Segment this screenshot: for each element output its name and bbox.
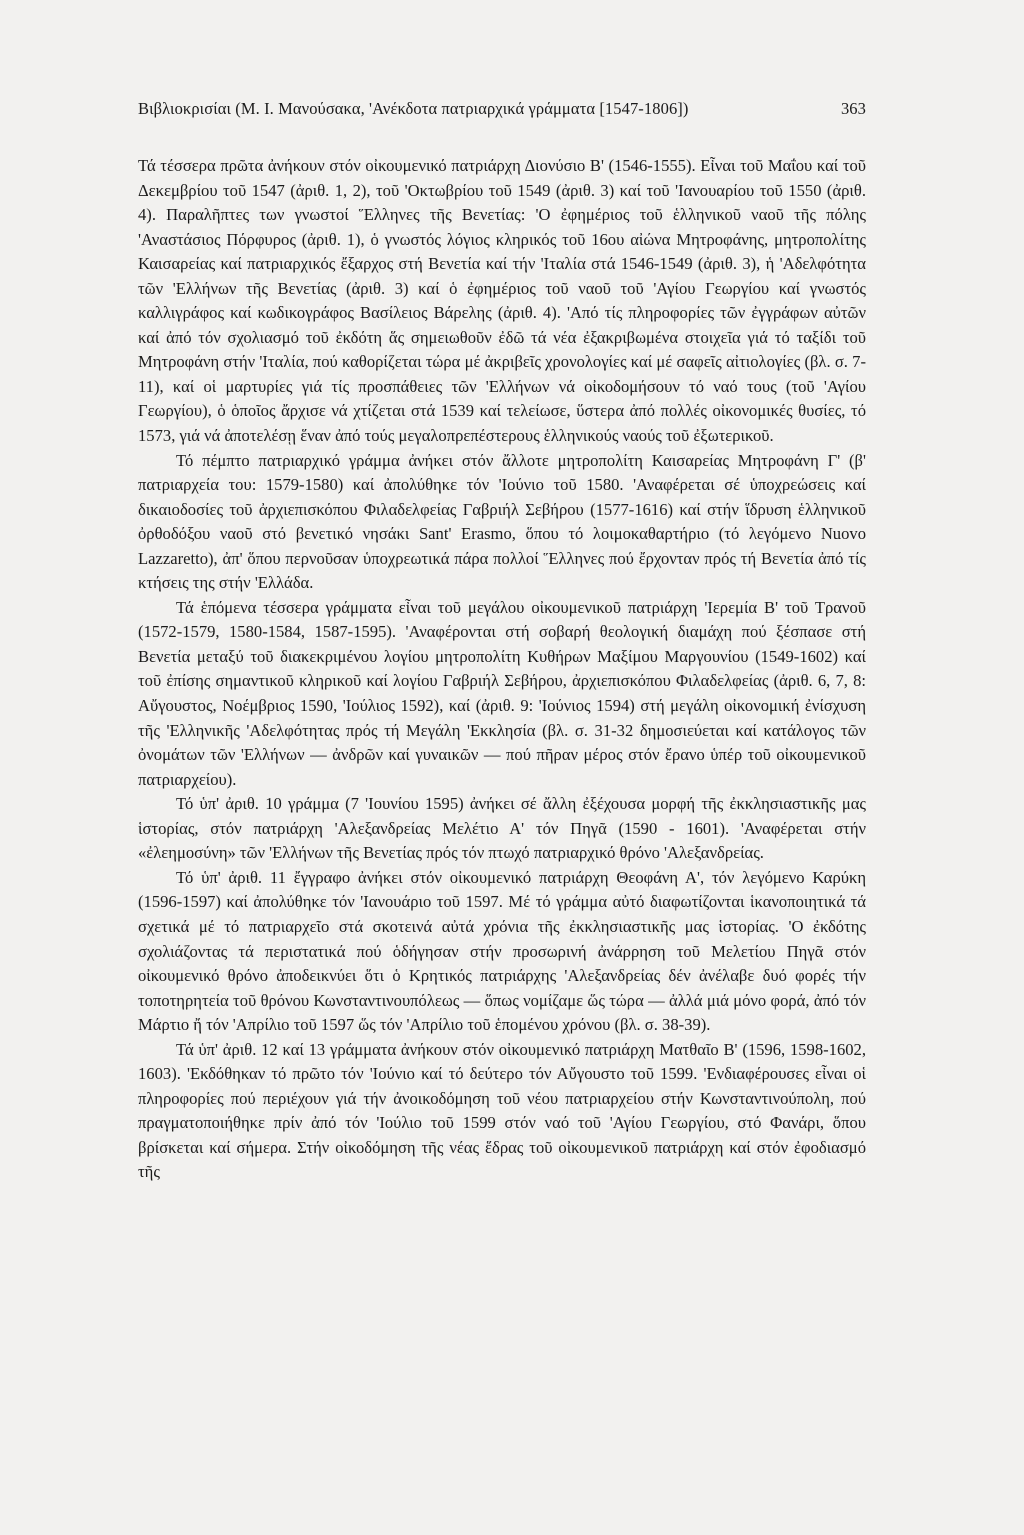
page-number: 363: [840, 99, 866, 118]
paragraph-letter-11: Τό ὑπ' ἀριθ. 11 ἔγγραφο ἀνήκει στόν οἰκουμενικό πατριάρχη Θεοφάνη Α', τόν λεγόμενο Καρύκη (1596-1597) καί ἀπολύθηκε τόν 'Ιανουάριο τοῦ 1597. Μέ τό γράμμα αὐτό διαφωτίζονται ἱκανοποιητικά τά σχετικά μέ τό πατριαρχεῖο στά σκοτεινά αὐτά χρόνια τῆς ἐκκλησιαστικῆς μας ἱστορίας. 'Ο ἐκδότης σχολιάζοντας τά περιστατικά πού ὁδήγησαν στήν προσωρινή ἀνάρρηση τοῦ Μελετίου Πηγᾶ στόν οἰκουμενικό θρόνο ἀποδεικνύει ὅτι ὁ Κρητικός πατριάρχης 'Αλεξανδρείας δέν ἀνέλαβε δυό φορές τήν τοποτηρητεία τοῦ θρόνου Κωνσταντινουπόλεως — ὅπως νομίζαμε ὥς τώρα — ἀλλά μιά μόνο φορά, ἀπό τόν Μάρτιο ἤ τόν 'Απρίλιο τοῦ 1597 ὥς τόν 'Απρίλιο τοῦ ἑπομένου χρόνου (βλ. σ. 38-39).: [138, 867, 866, 1035]
paragraph-letter-10: Τό ὑπ' ἀριθ. 10 γράμμα (7 'Ιουνίου 1595) ἀνήκει σέ ἄλλη ἐξέχουσα μορφή τῆς ἐκκλησιαστικῆς μας ἱστορίας, στόν πατριάρχη 'Αλεξανδρείας Μελέτιο Α' τόν Πηγᾶ (1590 - 1601). 'Αναφέρεται στήν «ἐλεημοσύνη» τῶν 'Ελλήνων τῆς Βενετίας πρός τόν πτωχό πατριαρχικό θρόνο 'Αλεξανδρείας.: [138, 794, 866, 863]
body-text: [138, 154, 866, 1185]
paragraph-continued: Τά τέσσερα πρῶτα ἀνήκουν στόν οἰκουμενικό πατριάρχη Διονύσιο Β' (1546-1555). Εἶναι τοῦ Μαΐου καί τοῦ Δεκεμβρίου τοῦ 1547 (ἀριθ. 1, 2), τοῦ 'Οκτωβρίου τοῦ 1549 (ἀριθ. 3) καί τοῦ 'Ιανουαρίου τοῦ 1550 (ἀριθ. 4). Παραλῆπτες των γνωστοί Ἕλληνες τῆς Βενετίας: 'Ο ἐφημέριος τοῦ ἑλληνικοῦ ναοῦ τῆς πόλης 'Αναστάσιος Πόρφυρος (ἀριθ. 1), ὁ γνωστός λόγιος κληρικός τοῦ 16ου αἰώνα Μητροφάνης, μητροπολίτης Καισαρείας καί πατριαρχικός ἔξαρχος στή Βενετία καί τήν 'Ιταλία στά 1546-1549 (ἀριθ. 3), ἡ 'Αδελφότητα τῶν 'Ελλήνων τῆς Βενετίας (ἀριθ. 3) καί ὁ ἐφημέριος τοῦ ναοῦ τοῦ 'Αγίου Γεωργίου καί γνωστός καλλιγράφος καί κωδικογράφος Βασίλειος Βάρελης (ἀριθ. 4). 'Από τίς πληροφορίες τῶν ἐγγράφων αὐτῶν καί ἀπό τόν σχολιασμό τοῦ ἐκδότη ἅς σημειωθοῦν ἐδῶ τά νέα ἐξακριβωμένα στοιχεῖα γιά τό ταξίδι τοῦ Μητροφάνη στήν 'Ιταλία, πού καθορίζεται τώρα μέ ἀκριβεῖς χρονολογίες καί μέ σαφεῖς αἰτιολογίες (βλ. σ. 7-11), καί οἱ μαρτυρίες γιά τίς προσπάθειες τῶν 'Ελλήνων νά οἰκοδομήσουν τό ναό τους (τοῦ 'Αγίου Γεωργίου), ὁ ὁποῖος ἄρχισε νά χτίζεται στά 1539 καί τελείωσε, ὕστερα ἀπό πολλές οἰκονομικές θυσίες, τό 1573, γιά νά ἀποτελέσῃ ἕναν ἀπό τούς μεγαλοπρεπέστερους ἑλληνικούς ναούς τοῦ ἐξωτερικοῦ.: [138, 156, 866, 446]
paragraph-letters-12-13: Τά ὑπ' ἀριθ. 12 καί 13 γράμματα ἀνήκουν στόν οἰκουμενικό πατριάρχη Ματθαῖο Β' (1596, 1598-1602, 1603). 'Εκδόθηκαν τό πρῶτο τόν 'Ιούνιο καί τό δεύτερο τόν Αὔγουστο τοῦ 1599. 'Ενδιαφέρουσες εἶναι οἱ πληροφορίες πού περιέχουν γιά τήν ἀνοικοδόμηση τοῦ νέου πατριαρχείου στήν Κωνσταντινούπολη, πού πραγματοποιήθηκε πρίν ἀπό τόν 'Ιούλιο τοῦ 1599 στόν ναό τοῦ 'Αγίου Γεωργίου, στό Φανάρι, ὅπου βρίσκεται καί σήμερα. Στήν οἰκοδόμηση τῆς νέας ἕδρας τοῦ οἰκουμενικοῦ πατριάρχη καί στόν ἐφοδιασμό τῆς: [138, 1039, 866, 1182]
document-page: [138, 98, 866, 1185]
paragraph-fifth-letter: Τό πέμπτο πατριαρχικό γράμμα ἀνήκει στόν ἄλλοτε μητροπολίτη Καισαρείας Μητροφάνη Γ' (β' πατριαρχεία του: 1579-1580) καί ἀπολύθηκε τόν 'Ιούνιο τοῦ 1580. 'Αναφέρεται σέ ὑποχρεώσεις καί δικαιοδοσίες τοῦ ἀρχιεπισκόπου Φιλαδελφείας Γαβριήλ Σεβήρου (1577-1616) καί στήν ἵδρυση ἑλληνικοῦ ὀρθοδόξου ναοῦ στό βενετικό νησάκι Sant' Erasmo, ὅπου τό λοιμοκαθαρτήριο (τό λεγόμενο Nuovo Lazzaretto), ἀπ' ὅπου περνοῦσαν ὑποχρεωτικά πάρα πολλοί Ἕλληνες πού ἔρχονταν πρός τή Βενετία ἀπό τίς κτήσεις της στήν 'Ελλάδα.: [138, 450, 866, 593]
running-header: [138, 98, 866, 120]
paragraph-jeremiah-letters: Τά ἑπόμενα τέσσερα γράμματα εἶναι τοῦ μεγάλου οἰκουμενικοῦ πατριάρχη 'Ιερεμία Β' τοῦ Τρανοῦ (1572-1579, 1580-1584, 1587-1595). 'Αναφέρονται στή σοβαρή θεολογική διαμάχη πού ξέσπασε στή Βενετία μεταξύ τοῦ διακεκριμένου λογίου μητροπολίτη Κυθήρων Μαξίμου Μαργουνίου (1549-1602) καί τοῦ ἐπίσης σημαντικοῦ κληρικοῦ καί λογίου Γαβριήλ Σεβήρου, ἀρχιεπισκόπου Φιλαδελφείας (ἀριθ. 6, 7, 8: Αὔγουστος, Νοέμβριος 1590, 'Ιούλιος 1592), καί (ἀριθ. 9: 'Ιούνιος 1594) στή μεγάλη οἰκονομική ἐνίσχυση τῆς 'Ελληνικῆς 'Αδελφότητας πρός τή Μεγάλη 'Εκκλησία (βλ. σ. 31-32 δημοσιεύεται καί κατάλογος τῶν ὀνομάτων τῶν 'Ελλήνων — ἀνδρῶν καί γυναικῶν — πού πῆραν μέρος στόν ἔρανο ὑπέρ τοῦ οἰκουμενικοῦ πατριαρχείου).: [138, 597, 866, 789]
running-header-title: Βιβλιοκρισίαι (Μ. Ι. Μανούσακα, 'Ανέκδοτα πατριαρχικά γράμματα [1547-1806]): [138, 99, 689, 118]
